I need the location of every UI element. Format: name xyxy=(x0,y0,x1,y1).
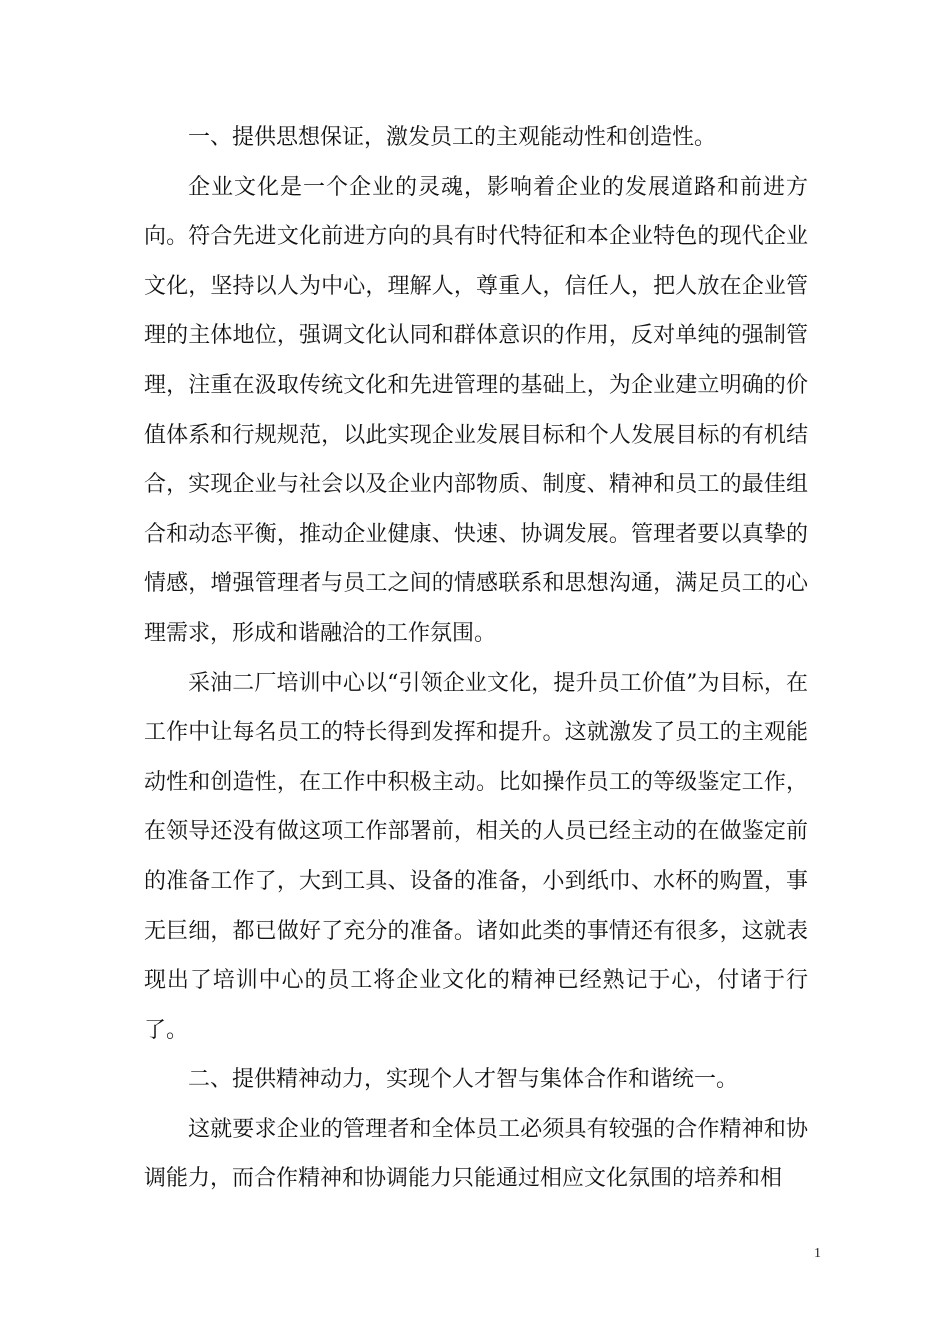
paragraph-corporate-culture: 企业文化是一个企业的灵魂，影响着企业的发展道路和前进方向。符合先进文化前进方向的具有时代特征和本企业特色的现代企业文化，坚持以人为中心，理解人，尊重人，信任人，把人放在企业管理的主体地位，强调文化认同和群体意识的作用，反对单纯的强制管理，注重在汲取传统文化和先进管理的基础上，为企业建立明确的价值体系和行规规范，以此实现企业发展目标和个人发展目标的有机结合，实现企业与社会以及企业内部物质、制度、精神和员工的最佳组合和动态平衡，推动企业健康、快速、协调发展。管理者要以真挚的情感，增强管理者与员工之间的情感联系和思想沟通，满足员工的心理需求，形成和谐融洽的工作氛围。 xyxy=(144,174,808,646)
heading-section-two: 二、提供精神动力，实现个人才智与集体合作和谐统一。 xyxy=(188,1067,739,1093)
paragraph-cooperation: 这就要求企业的管理者和全体员工必须具有较强的合作精神和协调能力，而合作精神和协调能力只能通过相应文化氛围的培养和相 xyxy=(144,1116,808,1192)
page-number: 1 xyxy=(814,1246,821,1261)
heading-section-one: 一、提供思想保证，激发员工的主观能动性和创造性。 xyxy=(188,125,717,150)
document-body xyxy=(144,113,808,1204)
paragraph-training-center: 采油二厂培训中心以“引领企业文化，提升员工价值”为目标，在工作中让每名员工的特长得到发挥和提升。这就激发了员工的主观能动性和创造性，在工作中积极主动。比如操作员工的等级鉴定工作，在领导还没有做这项工作部署前，相关的人员已经主动的在做鉴定前的准备工作了，大到工具、设备的准备，小到纸巾、水杯的购置，事无巨细，都已做好了充分的准备。诸如此类的事情还有很多，这就表现出了培训中心的员工将企业文化的精神已经熟记于心，付诸于行了。 xyxy=(144,670,808,1043)
